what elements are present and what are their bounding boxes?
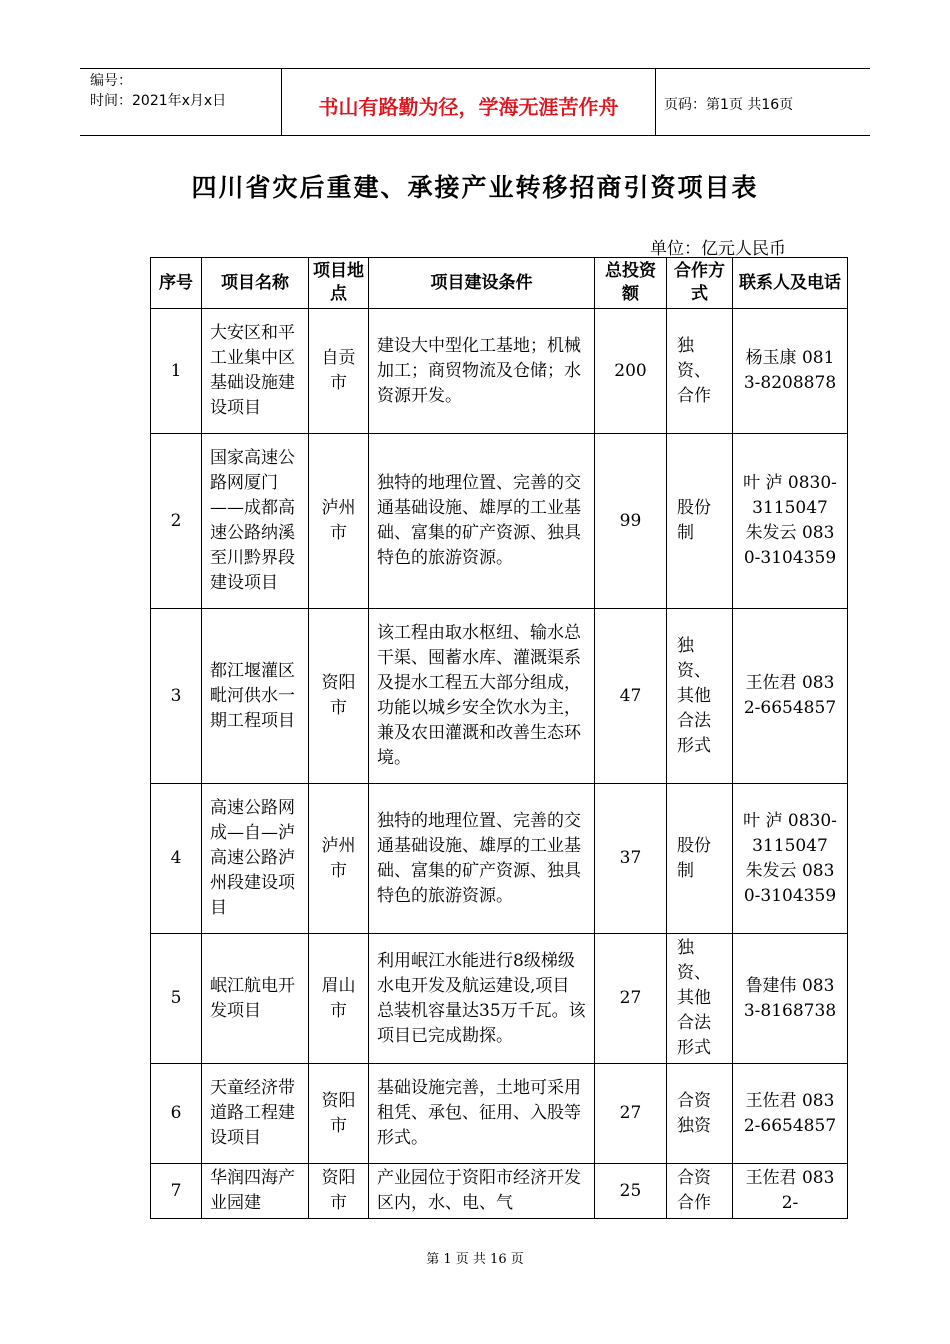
cell-mode: 独资、其他合法形式 bbox=[667, 934, 733, 1064]
cell-mode: 合资合作 bbox=[667, 1164, 733, 1219]
cell-investment: 27 bbox=[595, 1064, 667, 1164]
table-row bbox=[151, 609, 848, 784]
cell-mode: 股份制 bbox=[667, 434, 733, 609]
cell-name: 高速公路网成—自—泸高速公路泸州段建设项目 bbox=[202, 784, 309, 934]
cell-contact: 王佐君 0832- bbox=[733, 1164, 848, 1219]
document-header bbox=[80, 68, 870, 136]
cell-contact: 杨玉康 0813-8208878 bbox=[733, 309, 848, 434]
table-row bbox=[151, 784, 848, 934]
cell-seq: 2 bbox=[151, 434, 202, 609]
cell-name: 都江堰灌区毗河供水一期工程项目 bbox=[202, 609, 309, 784]
cell-location: 资阳市 bbox=[309, 1164, 369, 1219]
cell-location: 泸州市 bbox=[309, 784, 369, 934]
cell-conditions: 利用岷江水能进行8级梯级水电开发及航运建设,项目总装机容量达35万千瓦。该项目已完成勘探。 bbox=[369, 934, 595, 1064]
cell-conditions: 产业园位于资阳市经济开发区内，水、电、气 bbox=[369, 1164, 595, 1219]
table-row bbox=[151, 309, 848, 434]
cell-name: 华润四海产业园建 bbox=[202, 1164, 309, 1219]
cell-investment: 47 bbox=[595, 609, 667, 784]
cell-location: 泸州市 bbox=[309, 434, 369, 609]
cell-mode: 独资、合作 bbox=[667, 309, 733, 434]
col-header-contact: 联系人及电话 bbox=[733, 258, 848, 309]
page-footer: 第 1 页 共 16 页 bbox=[426, 1252, 524, 1267]
cell-mode: 合资独资 bbox=[667, 1064, 733, 1164]
cell-investment: 25 bbox=[595, 1164, 667, 1219]
cell-investment: 27 bbox=[595, 934, 667, 1064]
cell-name: 国家高速公路网厦门——成都高速公路纳溪至川黔界段建设项目 bbox=[202, 434, 309, 609]
cell-seq: 3 bbox=[151, 609, 202, 784]
cell-investment: 99 bbox=[595, 434, 667, 609]
cell-location: 眉山市 bbox=[309, 934, 369, 1064]
cell-conditions: 建设大中型化工基地；机械加工；商贸物流及仓储；水资源开发。 bbox=[369, 309, 595, 434]
cell-seq: 1 bbox=[151, 309, 202, 434]
table-row bbox=[151, 1064, 848, 1164]
table-header-row bbox=[151, 258, 848, 309]
cell-mode: 独资、其他合法形式 bbox=[667, 609, 733, 784]
header-meta bbox=[80, 69, 282, 135]
cell-name: 天童经济带道路工程建设项目 bbox=[202, 1064, 309, 1164]
col-header-conditions: 项目建设条件 bbox=[369, 258, 595, 309]
cell-seq: 5 bbox=[151, 934, 202, 1064]
cell-contact: 王佐君 0832-6654857 bbox=[733, 609, 848, 784]
cell-conditions: 独特的地理位置、完善的交通基础设施、雄厚的工业基础、富集的矿产资源、独具特色的旅游资源。 bbox=[369, 434, 595, 609]
document-title: 四川省灾后重建、承接产业转移招商引资项目表 bbox=[191, 173, 759, 202]
cell-name: 大安区和平工业集中区基础设施建设项目 bbox=[202, 309, 309, 434]
cell-location: 资阳市 bbox=[309, 1064, 369, 1164]
col-header-location: 项目地点 bbox=[309, 258, 369, 309]
cell-conditions: 独特的地理位置、完善的交通基础设施、雄厚的工业基础、富集的矿产资源、独具特色的旅游资源。 bbox=[369, 784, 595, 934]
col-header-seq: 序号 bbox=[151, 258, 202, 309]
cell-investment: 37 bbox=[595, 784, 667, 934]
cell-contact: 王佐君 0832-6654857 bbox=[733, 1064, 848, 1164]
cell-investment: 200 bbox=[595, 309, 667, 434]
header-page-info: 页码：第1页 共16页 bbox=[664, 97, 794, 113]
cell-conditions: 该工程由取水枢纽、输水总干渠、囤蓄水库、灌溉渠系及提水工程五大部分组成，功能以城乡安全饮水为主，兼及农田灌溉和改善生态环境。 bbox=[369, 609, 595, 784]
document-time: 时间：2021年x月x日 bbox=[90, 93, 227, 109]
col-header-name: 项目名称 bbox=[202, 258, 309, 309]
cell-contact: 鲁建伟 0833-8168738 bbox=[733, 934, 848, 1064]
col-header-mode: 合作方式 bbox=[667, 258, 733, 309]
cell-location: 自贡市 bbox=[309, 309, 369, 434]
cell-seq: 6 bbox=[151, 1064, 202, 1164]
cell-contact: 叶 泸 0830-3115047 朱发云 0830-3104359 bbox=[733, 784, 848, 934]
table-row bbox=[151, 934, 848, 1064]
cell-location: 资阳市 bbox=[309, 609, 369, 784]
table-row bbox=[151, 1164, 848, 1219]
cell-contact: 叶 泸 0830-3115047 朱发云 0830-3104359 bbox=[733, 434, 848, 609]
unit-label: 单位：亿元人民币 bbox=[650, 239, 786, 259]
cell-mode: 股份制 bbox=[667, 784, 733, 934]
header-motto: 书山有路勤为径，学海无涯苦作舟 bbox=[282, 69, 656, 135]
cell-conditions: 基础设施完善，土地可采用租凭、承包、征用、入股等形式。 bbox=[369, 1064, 595, 1164]
cell-seq: 7 bbox=[151, 1164, 202, 1219]
col-header-investment: 总投资额 bbox=[595, 258, 667, 309]
project-table bbox=[150, 257, 848, 1219]
cell-name: 岷江航电开发项目 bbox=[202, 934, 309, 1064]
document-number: 编号： bbox=[90, 73, 132, 89]
cell-seq: 4 bbox=[151, 784, 202, 934]
table-row bbox=[151, 434, 848, 609]
